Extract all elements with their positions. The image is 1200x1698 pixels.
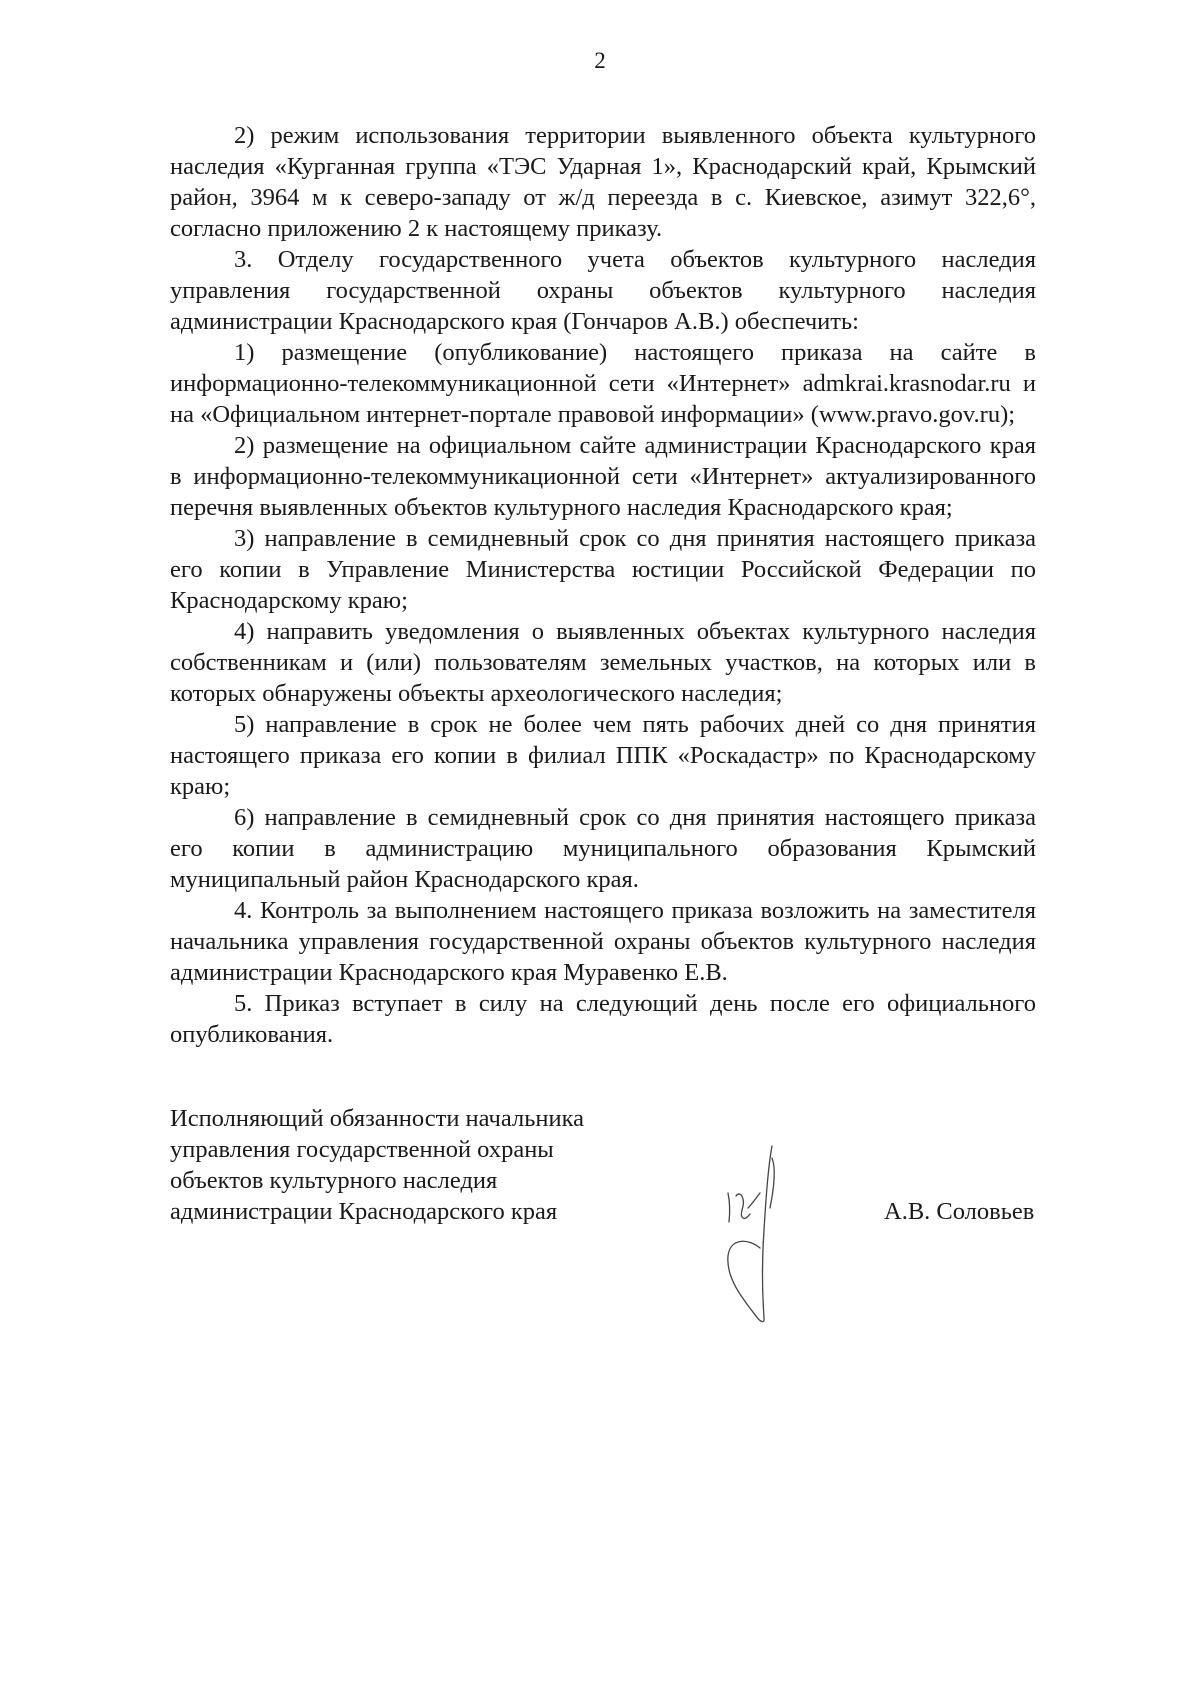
paragraph-3-4-notifications: 4) направить уведомления о выявленных объектах культурного наследия собственникам и (или) пользователям земельных участков, на которых или в которых обнаружены объекты археологического наследия; bbox=[170, 618, 1036, 707]
paragraph-4-control: 4. Контроль за выполнением настоящего приказа возложить на заместителя начальника управления государственной охраны объектов культурного наследия администрации Краснодарского края Муравенко Е.В. bbox=[170, 897, 1036, 986]
handwritten-signature bbox=[712, 1138, 802, 1328]
paragraph-3-2-website: 2) размещение на официальном сайте администрации Краснодарского края в информационно-телекоммуникационной сети «Интернет» актуализированного перечня выявленных объектов культурного наследия Краснодарского края; bbox=[170, 432, 1036, 521]
paragraph-5-effective: 5. Приказ вступает в силу на следующий день после его официального опубликования. bbox=[170, 990, 1036, 1048]
signer-title bbox=[170, 1103, 584, 1227]
paragraph-3-5-roskadastr: 5) направление в срок не более чем пять рабочих дней со дня принятия настоящего приказа его копии в филиал ППК «Роскадастр» по Краснодарскому краю; bbox=[170, 711, 1036, 800]
paragraph-3-6-municipality: 6) направление в семидневный срок со дня принятия настоящего приказа его копии в администрацию муниципального образования Крымский муниципальный район Краснодарского края. bbox=[170, 804, 1036, 893]
signer-title-line: управления государственной охраны bbox=[170, 1136, 554, 1163]
paragraph-3-1-publication: 1) размещение (опубликование) настоящего приказа на сайте в информационно-телекоммуникационной сети «Интернет» admkrai.krasnodar.ru и на «Официальном интернет-портале правовой информации» (www.pravo.gov.ru); bbox=[170, 339, 1036, 428]
signature-block bbox=[170, 1103, 1050, 1333]
signer-title-line: Исполняющий обязанности начальника bbox=[170, 1105, 584, 1132]
paragraph-3-department: 3. Отделу государственного учета объектов культурного наследия управления государственной охраны объектов культурного наследия администрации Краснодарского края (Гончаров А.В.) обеспечить: bbox=[170, 246, 1036, 335]
paragraph-3-3-ministry: 3) направление в семидневный срок со дня принятия настоящего приказа его копии в Управление Министерства юстиции Российской Федерации по Краснодарскому краю; bbox=[170, 525, 1036, 614]
signer-title-line: объектов культурного наследия bbox=[170, 1167, 498, 1194]
document-body bbox=[170, 120, 1036, 1050]
page-number: 2 bbox=[594, 48, 606, 73]
paragraph-2-2-regime: 2) режим использования территории выявленного объекта культурного наследия «Курганная группа «ТЭС Ударная 1», Краснодарский край, Крымский район, 3964 м к северо-западу от ж/д переезда в с. Киевское, азимут 322,6°, согласно приложению 2 к настоящему приказу. bbox=[170, 122, 1036, 242]
signer-name: А.В. Соловьев bbox=[884, 1198, 1035, 1225]
signer-title-line: администрации Краснодарского края bbox=[170, 1198, 558, 1225]
